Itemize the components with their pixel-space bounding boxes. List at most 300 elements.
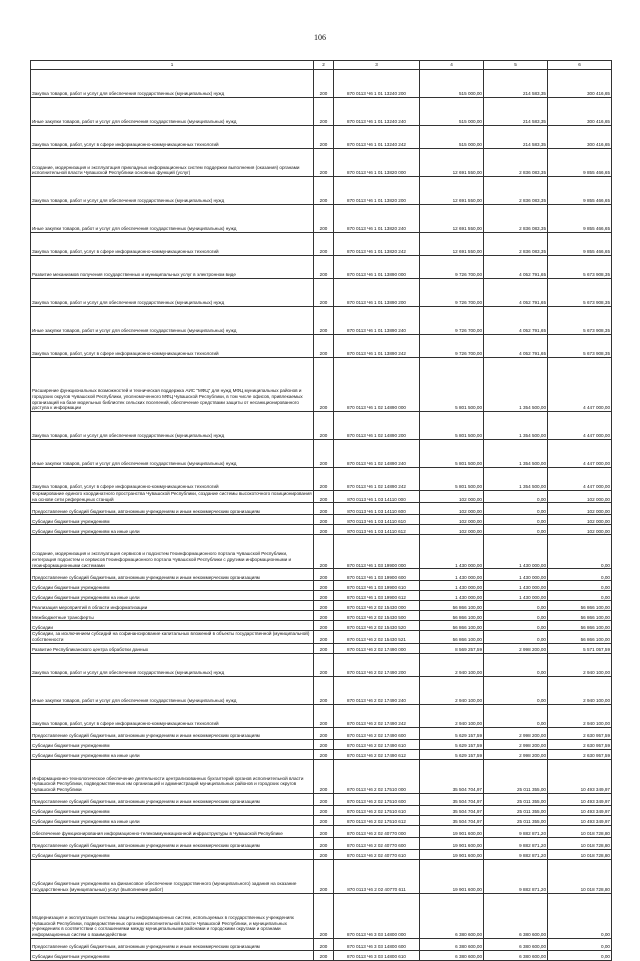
row-code-cell: 870 0113 Ч6 1 01 13890 240: [334, 307, 420, 335]
row-name-cell: Субсидии: [31, 621, 314, 631]
row-executed-cell: 1 354 500,00: [484, 412, 548, 440]
row-code-cell: 870 0113 Ч6 1 01 13890 242: [334, 335, 420, 358]
row-total-cell: 56 866 100,00: [420, 631, 484, 643]
row-code-cell: 870 0113 Ч6 1 01 13240 240: [334, 98, 420, 126]
row-section-cell: 200: [314, 177, 334, 205]
row-code-cell: 870 0113 Ч6 1 02 14890 240: [334, 440, 420, 468]
column-header-2: 2: [314, 61, 334, 70]
table-row: [31, 358, 612, 412]
row-name-cell: Реализация мероприятий в области информатизации: [31, 601, 314, 611]
row-name-cell: Закупка товаров, работ и услуг для обеспечения государственных (муниципальных) нужд: [31, 653, 314, 676]
row-code-cell: 870 0113 Ч6 2 02 17510 612: [334, 815, 420, 825]
row-remainder-cell: 2 630 957,59: [548, 749, 612, 759]
row-remainder-cell: 9 855 466,65: [548, 149, 612, 177]
row-name-cell: Субсидии бюджетным учреждениям на иные цели: [31, 749, 314, 759]
row-total-cell: 12 691 550,00: [420, 205, 484, 233]
row-total-cell: 35 504 704,97: [420, 805, 484, 815]
row-remainder-cell: 56 866 100,00: [548, 601, 612, 611]
row-executed-cell: 2 998 200,00: [484, 749, 548, 759]
row-name-cell: Предоставление субсидий бюджетным, автономным учреждениям и иным некоммерческим организациям: [31, 793, 314, 805]
row-code-cell: 870 0113 Ч6 1 01 13820 242: [334, 233, 420, 256]
column-header-6: 6: [548, 61, 612, 70]
row-total-cell: 9 726 700,00: [420, 256, 484, 279]
row-remainder-cell: 102 000,00: [548, 491, 612, 503]
row-total-cell: 2 940 100,00: [420, 653, 484, 676]
row-section-cell: 200: [314, 727, 334, 739]
row-section-cell: 200: [314, 468, 334, 491]
table-row: [31, 307, 612, 335]
budget-table: [30, 60, 612, 961]
row-total-cell: 12 691 550,00: [420, 177, 484, 205]
table-row: [31, 279, 612, 307]
row-section-cell: 200: [314, 279, 334, 307]
row-total-cell: 6 380 600,00: [420, 938, 484, 950]
row-code-cell: 870 0113 Ч6 1 01 13890 200: [334, 279, 420, 307]
row-code-cell: 870 0113 Ч6 2 02 15430 000: [334, 601, 420, 611]
table-row: [31, 581, 612, 591]
row-total-cell: 9 726 700,00: [420, 307, 484, 335]
row-total-cell: 19 901 600,00: [420, 825, 484, 837]
row-name-cell: Закупка товаров, работ и услуг для обеспечения государственных (муниципальных) нужд: [31, 412, 314, 440]
row-code-cell: 870 0113 Ч6 2 02 40770 600: [334, 837, 420, 849]
row-total-cell: 5 629 157,59: [420, 739, 484, 749]
row-name-cell: Формирование единого координатного пространства Чувашской Республики, создание системы высокоточного позиционирования на основе сети референцных станций: [32, 491, 312, 502]
row-code-cell: 870 0113 Ч6 2 02 40770 610: [334, 849, 420, 859]
row-total-cell: 6 380 600,00: [420, 893, 484, 938]
row-remainder-cell: 10 493 349,97: [548, 805, 612, 815]
row-total-cell: 5 801 500,00: [420, 412, 484, 440]
column-header-3: 3: [334, 61, 420, 70]
row-name-cell: Развитие Республиканского центра обработки данных: [31, 643, 314, 653]
row-name-cell: Иные закупки товаров, работ и услуг для обеспечения государственных (муниципальных) нужд: [31, 307, 314, 335]
row-section-cell: 200: [314, 535, 334, 569]
table-row: [31, 621, 612, 631]
row-executed-cell: 0,00: [484, 653, 548, 676]
row-section-cell: 200: [314, 601, 334, 611]
table-row: [31, 643, 612, 653]
row-code-cell: 870 0113 Ч6 1 03 14110 600: [334, 503, 420, 515]
table-row: [31, 591, 612, 601]
row-code-cell: 870 0113 Ч6 1 03 19900 600: [334, 569, 420, 581]
row-section-cell: 200: [314, 581, 334, 591]
row-remainder-cell: 4 447 000,00: [548, 412, 612, 440]
row-total-cell: 56 866 100,00: [420, 601, 484, 611]
row-name-cell: Закупка товаров, работ, услуг в сфере информационно-коммуникационных технологий: [31, 468, 314, 491]
table-row: [31, 859, 612, 893]
row-remainder-cell: 102 000,00: [548, 503, 612, 515]
table-row: [31, 503, 612, 515]
table-row: [31, 950, 612, 960]
row-total-cell: 6 380 600,00: [420, 950, 484, 960]
row-remainder-cell: 0,00: [548, 581, 612, 591]
row-remainder-cell: 5 673 908,35: [548, 335, 612, 358]
row-section-cell: 200: [314, 704, 334, 727]
row-section-cell: 200: [314, 643, 334, 653]
table-row: [31, 468, 612, 491]
row-executed-cell: 6 380 600,00: [484, 893, 548, 938]
row-executed-cell: 2 998 200,00: [484, 727, 548, 739]
row-name-cell: Субсидии бюджетным учреждениям: [31, 950, 314, 960]
row-executed-cell: 25 011 355,00: [484, 793, 548, 805]
row-code-cell: 870 0113 Ч6 1 03 19900 000: [334, 535, 420, 569]
row-section-cell: 200: [314, 893, 334, 938]
row-executed-cell: 2 836 083,35: [484, 177, 548, 205]
row-section-cell: 200: [314, 569, 334, 581]
table-row: [31, 759, 612, 793]
row-total-cell: 515 000,00: [420, 70, 484, 98]
row-remainder-cell: 10 493 349,97: [548, 815, 612, 825]
table-row: [31, 893, 612, 938]
row-name-cell: Обеспечение функционирования информационно-телекоммуникационной инфраструктуры в Чувашской Республике: [31, 825, 314, 837]
table-row: [31, 412, 612, 440]
row-executed-cell: 25 011 355,00: [484, 815, 548, 825]
row-code-cell: 870 0113 Ч6 2 02 17490 612: [334, 749, 420, 759]
row-code-cell: 870 0113 Ч6 2 02 17490 000: [334, 643, 420, 653]
row-executed-cell: 2 836 083,35: [484, 233, 548, 256]
row-section-cell: 200: [314, 149, 334, 177]
row-name-cell: Расширение функциональных возможностей и техническая поддержка АИС "МФЦ" для нужд МФЦ муниципальных районов и городских округов Чувашской Республики, уполномоченного МФЦ Чувашской Республики, в том числе офисов, привлекаемых организаций на базе модельных библиотек сельских поселений, обеспечение средствами защиты от несанкционированного доступа к информации: [31, 358, 314, 412]
row-section-cell: 200: [314, 205, 334, 233]
row-name-cell: Иные закупки товаров, работ и услуг для обеспечения государственных (муниципальных) нужд: [31, 676, 314, 704]
row-name-cell: Закупка товаров, работ и услуг для обеспечения государственных (муниципальных) нужд: [31, 70, 314, 98]
row-executed-cell: 0,00: [484, 525, 548, 535]
row-section-cell: 200: [314, 653, 334, 676]
table-row: [31, 749, 612, 759]
row-name-cell: Субсидии бюджетным учреждениям: [31, 805, 314, 815]
page-number: 106: [314, 33, 326, 42]
row-section-cell: 200: [314, 859, 334, 893]
row-name-cell: Закупка товаров, работ, услуг в сфере информационно-коммуникационных технологий: [31, 704, 314, 727]
row-section-cell: 200: [314, 335, 334, 358]
row-remainder-cell: 0,00: [548, 938, 612, 950]
table-row: [31, 491, 612, 503]
row-code-cell: 870 0113 Ч6 3 03 14800 610: [334, 950, 420, 960]
row-remainder-cell: 0,00: [548, 950, 612, 960]
row-total-cell: 5 801 500,00: [420, 440, 484, 468]
row-section-cell: 200: [314, 256, 334, 279]
row-section-cell: 200: [314, 440, 334, 468]
row-remainder-cell: 10 018 728,80: [548, 825, 612, 837]
row-remainder-cell: 0,00: [548, 535, 612, 569]
row-section-cell: 200: [314, 849, 334, 859]
row-section-cell: 200: [314, 759, 334, 793]
row-name-cell: Закупка товаров, работ, услуг в сфере информационно-коммуникационных технологий: [31, 233, 314, 256]
row-name-cell: Закупка товаров, работ, услуг в сфере информационно-коммуникационных технологий: [31, 126, 314, 149]
table-row: [31, 233, 612, 256]
row-executed-cell: 2 998 200,00: [484, 643, 548, 653]
row-total-cell: 1 430 000,00: [420, 591, 484, 601]
row-code-cell: 870 0113 Ч6 1 01 13820 200: [334, 177, 420, 205]
row-name-cell: Создание, модернизация и эксплуатация прикладных информационных систем поддержки выполнения (оказания) органами исполнительной власти Чувашской Республики основных функций (услуг): [31, 149, 314, 177]
row-code-cell: 870 0113 Ч6 2 02 15430 520: [334, 621, 420, 631]
row-code-cell: 870 0113 Ч6 1 01 13240 200: [334, 70, 420, 98]
row-name-cell: Развитие механизмов получения государственных и муниципальных услуг в электронном виде: [31, 256, 314, 279]
row-section-cell: 200: [314, 938, 334, 950]
table-row: [31, 837, 612, 849]
table-row: [31, 653, 612, 676]
row-code-cell: 870 0113 Ч6 1 01 13240 242: [334, 126, 420, 149]
row-section-cell: 200: [314, 815, 334, 825]
row-name-cell: Субсидии бюджетным учреждениям: [31, 515, 314, 525]
row-code-cell: 870 0113 Ч6 2 02 17490 600: [334, 727, 420, 739]
row-section-cell: 200: [314, 358, 334, 412]
row-section-cell: 200: [314, 611, 334, 621]
table-row: [31, 849, 612, 859]
row-total-cell: 56 866 100,00: [420, 611, 484, 621]
row-total-cell: 102 000,00: [420, 515, 484, 525]
row-code-cell: 870 0113 Ч6 1 03 14110 000: [334, 491, 420, 503]
row-remainder-cell: 0,00: [548, 893, 612, 938]
row-executed-cell: 9 882 871,20: [484, 825, 548, 837]
row-remainder-cell: 9 855 466,65: [548, 205, 612, 233]
row-name-cell: Межбюджетные трансферты: [31, 611, 314, 621]
row-name-cell: Субсидии бюджетным учреждениям на иные цели: [31, 591, 314, 601]
row-remainder-cell: 4 447 000,00: [548, 440, 612, 468]
row-remainder-cell: 56 866 100,00: [548, 621, 612, 631]
row-executed-cell: 4 052 791,65: [484, 279, 548, 307]
row-total-cell: 9 726 700,00: [420, 279, 484, 307]
row-code-cell: 870 0113 Ч6 2 02 40770 611: [334, 859, 420, 893]
table-row: [31, 815, 612, 825]
row-executed-cell: 6 380 600,00: [484, 950, 548, 960]
row-total-cell: 102 000,00: [420, 503, 484, 515]
row-name-cell: Предоставление субсидий бюджетным, автономным учреждениям и иным некоммерческим организациям: [31, 837, 314, 849]
row-executed-cell: 1 430 000,00: [484, 535, 548, 569]
row-total-cell: 1 430 000,00: [420, 535, 484, 569]
row-executed-cell: 9 882 871,20: [484, 849, 548, 859]
row-executed-cell: 25 011 355,00: [484, 805, 548, 815]
row-remainder-cell: 10 493 349,97: [548, 759, 612, 793]
table-row: [31, 704, 612, 727]
row-name-cell: Предоставление субсидий бюджетным, автономным учреждениям и иным некоммерческим организациям: [31, 503, 314, 515]
row-name-cell: Создание, модернизация и эксплуатация сервисов и подсистем Геоинформационного портала Чувашской Республики, интеграция подсистем и сервисов Геоинформационного портала Чувашской Республики с другими информационными и геоинформационными системами: [31, 535, 314, 569]
row-name-cell: Закупка товаров, работ, услуг в сфере информационно-коммуникационных технологий: [31, 335, 314, 358]
row-section-cell: 200: [314, 621, 334, 631]
row-executed-cell: 9 882 871,20: [484, 859, 548, 893]
row-executed-cell: 1 430 000,00: [484, 581, 548, 591]
row-executed-cell: 4 052 791,65: [484, 256, 548, 279]
row-executed-cell: 214 583,35: [484, 70, 548, 98]
table-header-row: [31, 61, 612, 70]
row-code-cell: 870 0113 Ч6 1 02 14890 000: [334, 358, 420, 412]
row-section-cell: 200: [314, 525, 334, 535]
row-remainder-cell: 300 416,65: [548, 126, 612, 149]
row-remainder-cell: 56 866 100,00: [548, 611, 612, 621]
row-executed-cell: 0,00: [484, 621, 548, 631]
row-section-cell: 200: [314, 503, 334, 515]
row-code-cell: 870 0113 Ч6 2 02 17510 000: [334, 759, 420, 793]
row-total-cell: 35 504 704,97: [420, 759, 484, 793]
column-header-4: 4: [420, 61, 484, 70]
table-row: [31, 440, 612, 468]
row-remainder-cell: 10 018 728,80: [548, 837, 612, 849]
row-code-cell: 870 0113 Ч6 3 03 14800 600: [334, 938, 420, 950]
row-remainder-cell: 4 447 000,00: [548, 358, 612, 412]
row-total-cell: 5 801 500,00: [420, 358, 484, 412]
row-section-cell: 200: [314, 98, 334, 126]
table-row: [31, 70, 612, 98]
row-code-cell: 870 0113 Ч6 1 01 13890 000: [334, 256, 420, 279]
row-executed-cell: 0,00: [484, 503, 548, 515]
row-remainder-cell: 102 000,00: [548, 515, 612, 525]
row-name-cell: Субсидии бюджетным учреждениям: [31, 849, 314, 859]
row-executed-cell: 25 011 355,00: [484, 759, 548, 793]
row-code-cell: 870 0113 Ч6 1 02 14890 242: [334, 468, 420, 491]
row-section-cell: 200: [314, 591, 334, 601]
row-total-cell: 102 000,00: [420, 491, 484, 503]
row-name-cell: Иные закупки товаров, работ и услуг для обеспечения государственных (муниципальных) нужд: [31, 205, 314, 233]
table-row: [31, 515, 612, 525]
table-row: [31, 525, 612, 535]
table-row: [31, 611, 612, 621]
row-total-cell: 2 940 100,00: [420, 676, 484, 704]
row-section-cell: 200: [314, 515, 334, 525]
row-executed-cell: 0,00: [484, 611, 548, 621]
row-executed-cell: 1 430 000,00: [484, 591, 548, 601]
row-remainder-cell: 2 630 957,59: [548, 727, 612, 739]
row-total-cell: 12 691 550,00: [420, 149, 484, 177]
row-executed-cell: 2 998 200,00: [484, 739, 548, 749]
row-code-cell: 870 0113 Ч6 1 03 14110 612: [334, 525, 420, 535]
row-section-cell: 200: [314, 739, 334, 749]
row-total-cell: 5 629 157,59: [420, 727, 484, 739]
row-section-cell: 200: [314, 676, 334, 704]
row-remainder-cell: 56 866 100,00: [548, 631, 612, 643]
row-remainder-cell: 10 018 728,80: [548, 849, 612, 859]
row-name-cell: Иные закупки товаров, работ и услуг для обеспечения государственных (муниципальных) нужд: [31, 440, 314, 468]
row-executed-cell: 6 380 600,00: [484, 938, 548, 950]
row-remainder-cell: 2 940 100,00: [548, 653, 612, 676]
row-total-cell: 12 691 550,00: [420, 233, 484, 256]
row-remainder-cell: 10 493 349,97: [548, 793, 612, 805]
row-code-cell: 870 0113 Ч6 2 02 15430 521: [334, 631, 420, 643]
row-executed-cell: 214 583,35: [484, 98, 548, 126]
row-name-cell: Предоставление субсидий бюджетным, автономным учреждениям и иным некоммерческим организациям: [31, 569, 314, 581]
row-name-cell: Иные закупки товаров, работ и услуг для обеспечения государственных (муниципальных) нужд: [31, 98, 314, 126]
row-code-cell: 870 0113 Ч6 2 02 17490 242: [334, 704, 420, 727]
row-total-cell: 1 430 000,00: [420, 581, 484, 591]
table-row: [31, 727, 612, 739]
table-row: [31, 126, 612, 149]
row-code-cell: 870 0113 Ч6 2 02 17490 240: [334, 676, 420, 704]
row-total-cell: 515 000,00: [420, 98, 484, 126]
row-name-cell: Субсидии бюджетным учреждениям: [31, 739, 314, 749]
row-remainder-cell: 10 018 728,80: [548, 859, 612, 893]
row-executed-cell: 214 583,35: [484, 126, 548, 149]
row-total-cell: 56 866 100,00: [420, 621, 484, 631]
row-total-cell: 35 504 704,97: [420, 793, 484, 805]
row-total-cell: 5 801 500,00: [420, 468, 484, 491]
row-total-cell: 8 569 257,59: [420, 643, 484, 653]
row-remainder-cell: 300 416,65: [548, 98, 612, 126]
row-name-cell: Закупка товаров, работ и услуг для обеспечения государственных (муниципальных) нужд: [31, 177, 314, 205]
row-name-cell: Предоставление субсидий бюджетным, автономным учреждениям и иным некоммерческим организациям: [31, 938, 314, 950]
row-remainder-cell: 5 673 908,35: [548, 307, 612, 335]
table-row: [31, 256, 612, 279]
table-row: [31, 825, 612, 837]
row-code-cell: 870 0113 Ч6 2 02 17490 200: [334, 653, 420, 676]
row-executed-cell: 1 354 500,00: [484, 468, 548, 491]
table-row: [31, 938, 612, 950]
row-remainder-cell: 4 447 000,00: [548, 468, 612, 491]
row-section-cell: 200: [314, 825, 334, 837]
row-executed-cell: 0,00: [484, 631, 548, 643]
row-total-cell: 35 504 704,97: [420, 815, 484, 825]
row-code-cell: 870 0113 Ч6 2 02 15430 500: [334, 611, 420, 621]
row-total-cell: 19 901 600,00: [420, 849, 484, 859]
row-code-cell: 870 0113 Ч6 1 01 13820 000: [334, 149, 420, 177]
row-total-cell: 5 629 157,59: [420, 749, 484, 759]
row-section-cell: 200: [314, 491, 334, 503]
row-code-cell: 870 0113 Ч6 3 03 14800 000: [334, 893, 420, 938]
row-remainder-cell: 0,00: [548, 591, 612, 601]
row-total-cell: 19 901 600,00: [420, 859, 484, 893]
row-name-cell: Субсидии бюджетным учреждениям на иные цели: [31, 815, 314, 825]
row-executed-cell: 0,00: [484, 601, 548, 611]
table-row: [31, 601, 612, 611]
row-executed-cell: 2 836 083,35: [484, 149, 548, 177]
row-remainder-cell: 300 416,65: [548, 70, 612, 98]
row-section-cell: 200: [314, 412, 334, 440]
table-row: [31, 98, 612, 126]
row-remainder-cell: 5 673 908,35: [548, 256, 612, 279]
column-header-5: 5: [484, 61, 548, 70]
table-row: [31, 805, 612, 815]
row-name-cell: Субсидии, за исключением субсидий на софинансирование капитальных вложений в объекты государственной (муниципальной) собственности: [31, 631, 314, 643]
row-remainder-cell: 2 940 100,00: [548, 676, 612, 704]
row-section-cell: 200: [314, 837, 334, 849]
row-section-cell: 200: [314, 793, 334, 805]
row-executed-cell: 0,00: [484, 704, 548, 727]
row-code-cell: 870 0113 Ч6 1 03 14110 610: [334, 515, 420, 525]
row-code-cell: 870 0113 Ч6 2 02 40770 000: [334, 825, 420, 837]
row-name-cell: Модернизация и эксплуатация системы защиты информационных систем, используемых в государственных учреждениях Чувашской Республики, подведомственных органам исполнительной власти Чувашской Республики, и муниципальных учреждениях в соответствии с соглашениями между муниципальными районами и городскими округами и органами информационных систем о взаимодействии: [31, 893, 314, 938]
row-executed-cell: 2 836 083,35: [484, 205, 548, 233]
row-executed-cell: 1 354 500,00: [484, 440, 548, 468]
table-row: [31, 739, 612, 749]
row-section-cell: 200: [314, 950, 334, 960]
row-remainder-cell: 2 940 100,00: [548, 704, 612, 727]
row-total-cell: 19 901 600,00: [420, 837, 484, 849]
table-body: [31, 61, 612, 961]
table-row: [31, 335, 612, 358]
row-remainder-cell: 9 855 466,65: [548, 177, 612, 205]
row-section-cell: 200: [314, 233, 334, 256]
row-code-cell: 870 0113 Ч6 1 03 19900 612: [334, 591, 420, 601]
row-executed-cell: 0,00: [484, 676, 548, 704]
row-code-cell: 870 0113 Ч6 1 01 13820 240: [334, 205, 420, 233]
row-section-cell: 200: [314, 805, 334, 815]
row-section-cell: 200: [314, 126, 334, 149]
row-code-cell: 870 0113 Ч6 1 03 19900 610: [334, 581, 420, 591]
row-remainder-cell: 0,00: [548, 569, 612, 581]
row-name-cell: Закупка товаров, работ и услуг для обеспечения государственных (муниципальных) нужд: [31, 279, 314, 307]
row-executed-cell: 0,00: [484, 491, 548, 503]
table-row: [31, 177, 612, 205]
row-total-cell: 102 000,00: [420, 525, 484, 535]
row-executed-cell: 4 052 791,65: [484, 307, 548, 335]
row-name-cell: Информационно-технологическое обеспечение деятельности централизованных бухгалтерий органов исполнительной власти Чувашской Республики, подведомственных им организаций и администраций муниципальных районов и городских округов Чувашской Республики: [31, 759, 314, 793]
row-executed-cell: 9 882 871,20: [484, 837, 548, 849]
row-total-cell: 1 430 000,00: [420, 569, 484, 581]
row-section-cell: 200: [314, 70, 334, 98]
row-section-cell: 200: [314, 749, 334, 759]
row-executed-cell: 0,00: [484, 515, 548, 525]
row-remainder-cell: 2 630 957,59: [548, 739, 612, 749]
row-code-cell: 870 0113 Ч6 2 02 17490 610: [334, 739, 420, 749]
table-row: [31, 569, 612, 581]
table-row: [31, 676, 612, 704]
